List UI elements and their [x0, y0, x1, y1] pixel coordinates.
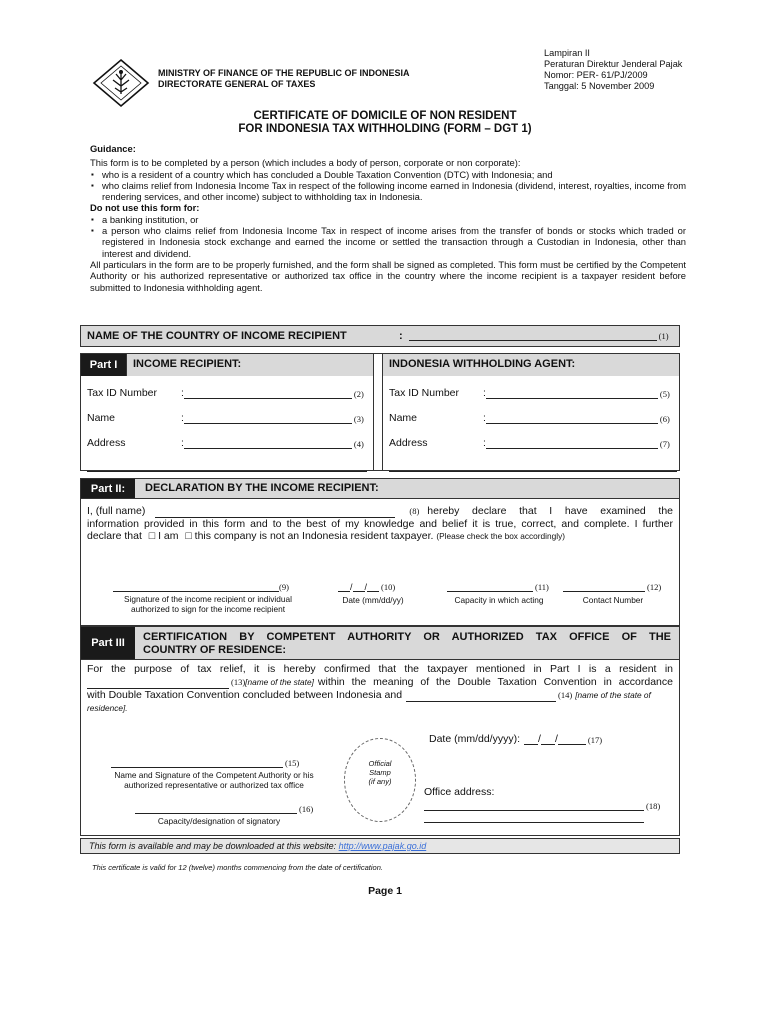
stamp-text: (if any) — [368, 777, 392, 786]
not-use-bullet: ▪ a banking institution, or — [90, 214, 686, 225]
colon: : — [483, 412, 486, 424]
sig-caption: authorized to sign for the income recipient — [130, 604, 286, 614]
part3-tag: Part III — [81, 627, 135, 659]
certify-text: with Double Taxation Convention concluded between Indonesia and — [87, 689, 403, 701]
country-input[interactable] — [409, 331, 657, 341]
field-number: (10) — [381, 582, 396, 592]
guidance-bullet: ▪ who is a resident of a country which has concluded a Double Taxation Convention (DTC) with Indonesia; and — [90, 169, 686, 180]
office-address-label: Office address: — [424, 786, 495, 798]
title-line1: CERTIFICATE OF DOMICILE OF NON RESIDENT — [253, 110, 517, 122]
field-number: (13) — [231, 677, 246, 687]
field-label: Tax ID Number — [389, 387, 460, 399]
date-year-input[interactable] — [364, 582, 379, 592]
residence-state-input[interactable] — [406, 692, 556, 702]
guidance-bullet: ▪ who claims relief from Indonesia Income Tax in respect of the following income earned in Indonesia (dividend, interest, royalties, income from rendering services, and other income) subject to withholding tax in Indonesia. — [90, 180, 686, 203]
office-address-input[interactable] — [424, 803, 644, 811]
agent-address-line2[interactable] — [389, 462, 677, 472]
full-name-input[interactable] — [155, 508, 395, 518]
contact-caption: Contact Number — [582, 595, 644, 605]
form-title — [0, 110, 770, 136]
field-number: (18) — [646, 801, 661, 811]
not-use-bullet: ▪ a person who claims relief from Indonesia Income Tax in respect of income arises from the transfer of bonds or stocks which traded or registered in Indonesia stock exchange and earned the income or settled the transaction through a Custodian in Indonesia, other than interest and dividend. — [90, 225, 686, 259]
slash: / — [554, 733, 558, 745]
annex-block — [544, 48, 682, 92]
field-label: Address — [87, 437, 126, 449]
part1-section — [80, 353, 680, 471]
annex-line: Tanggal: 5 November 2009 — [544, 81, 655, 91]
field-number: (17) — [587, 735, 603, 745]
annex-line: Lampiran II — [544, 48, 590, 58]
page-number: Page 1 — [368, 885, 402, 897]
download-footer — [80, 838, 680, 854]
residence-hint: [name of the state of — [575, 690, 651, 700]
slash: / — [350, 582, 353, 592]
option-label: this company is not an Indonesia resident taxpayer. — [194, 530, 434, 542]
part1-right-title: INDONESIA WITHHOLDING AGENT: — [382, 354, 679, 376]
field-label: Tax ID Number — [87, 387, 158, 399]
title-line2: FOR INDONESIA TAX WITHHOLDING (FORM – DGT 1) — [238, 123, 532, 135]
field-label: Name — [389, 412, 418, 424]
capacity-input[interactable] — [447, 584, 533, 592]
declare-text: hereby declare that I have examined the — [427, 505, 673, 517]
part2-section — [80, 478, 680, 626]
field-number: (5) — [659, 389, 670, 399]
part3-title-line2: COUNTRY OF RESIDENCE: — [143, 644, 287, 656]
cert-date-month-input[interactable] — [524, 735, 538, 745]
field-number: (7) — [659, 439, 670, 449]
capacity-designation-caption: Capacity/designation of signatory — [157, 816, 281, 826]
recipient-tax-id-input[interactable] — [184, 389, 352, 399]
country-label: NAME OF THE COUNTRY OF INCOME RECIPIENT — [87, 330, 347, 342]
part1-left-title: INCOME RECIPIENT: — [127, 354, 374, 376]
recipient-address-row — [87, 435, 373, 449]
country-colon: : — [399, 330, 403, 342]
date-day-input[interactable] — [353, 584, 365, 592]
field-number: (1) — [658, 331, 669, 341]
field-number: (12) — [647, 582, 662, 592]
agent-tax-id-row — [389, 385, 679, 399]
authority-caption: Name and Signature of the Competent Authority or his — [114, 770, 314, 780]
slash: / — [538, 733, 541, 745]
garuda-emblem-icon — [92, 58, 150, 108]
field-number: (9) — [279, 582, 289, 592]
agent-address-row — [389, 435, 679, 449]
ministry-line1: MINISTRY OF FINANCE OF THE REPUBLIC OF INDONESIA — [158, 68, 410, 78]
field-label: Name — [87, 412, 116, 424]
annex-line: Peraturan Direktur Jenderal Pajak — [544, 59, 683, 69]
field-number: (4) — [353, 439, 364, 449]
recipient-address-line2[interactable] — [87, 462, 367, 472]
field-label: Address — [389, 437, 428, 449]
website-link[interactable]: http://www.pajak.go.id — [338, 841, 427, 851]
recipient-name-row — [87, 410, 373, 424]
recipient-name-input[interactable] — [184, 414, 352, 424]
agent-address-input[interactable] — [486, 439, 658, 449]
authority-caption: authorized representative or authorized tax office — [124, 780, 304, 790]
guidance-heading: Guidance: — [90, 143, 136, 154]
authority-signature-input[interactable] — [111, 760, 283, 768]
field-number: (14) — [558, 690, 573, 700]
guidance-intro: This form is to be completed by a person (which includes a body of person, corporate or non corporate): — [90, 157, 521, 169]
annex-line: Nomor: PER- 61/PJ/2009 — [544, 70, 648, 80]
validity-note: This certificate is valid for 12 (twelve) months commencing from the date of certification. — [92, 863, 383, 872]
recipient-tax-id-row — [87, 385, 373, 399]
date-month-input[interactable] — [338, 584, 350, 592]
declare-text: I, (full name) — [87, 505, 146, 517]
stamp-text: Official — [368, 759, 392, 768]
not-use-heading: Do not use this form for: — [90, 202, 200, 214]
declare-text: declare that — [87, 530, 142, 542]
colon: : — [181, 387, 184, 399]
state-input[interactable] — [87, 679, 229, 689]
field-number: (15) — [285, 758, 300, 768]
guidance-closing: All particulars in the form are to be properly furnished, and the form shall be signed as completed. This form must be certified by the Competent Authority or his authorized representative or authorized tax office in the country where the income recipient is a taxpayer resident before submitted to Indonesia withholding agent. — [90, 258, 686, 293]
part3-title-line1: CERTIFICATION BY COMPETENT AUTHORITY OR AUTHORIZED TAX OFFICE OF THE — [143, 631, 671, 643]
official-stamp-area — [344, 738, 416, 822]
slash: / — [364, 582, 368, 592]
field-number: (11) — [535, 582, 549, 592]
cert-date-day-input[interactable] — [541, 735, 555, 745]
stamp-text: Stamp — [369, 768, 391, 777]
field-number: (6) — [659, 414, 670, 424]
field-number: (3) — [353, 414, 364, 424]
country-row — [80, 325, 680, 347]
agent-name-row — [389, 410, 679, 424]
company-checkbox[interactable]: □ — [185, 530, 192, 542]
agent-name-input[interactable] — [486, 414, 658, 424]
office-address-line2[interactable] — [424, 811, 644, 823]
cert-date-label: Date (mm/dd/yyyy): — [429, 733, 521, 745]
colon: : — [181, 437, 184, 449]
cert-date-year-input[interactable] — [558, 735, 586, 745]
date-caption: Date (mm/dd/yy) — [342, 595, 404, 605]
i-am-checkbox[interactable]: □ — [148, 530, 156, 542]
field-number: (8) — [409, 506, 420, 516]
field-number: (2) — [353, 389, 364, 399]
state-hint: [name of the state] — [245, 677, 314, 687]
colon: : — [483, 437, 486, 449]
recipient-address-input[interactable] — [184, 439, 352, 449]
part2-title: DECLARATION BY THE INCOME RECIPIENT: — [135, 479, 679, 498]
ministry-line2: DIRECTORATE GENERAL OF TAXES — [158, 79, 316, 89]
certify-text: For the purpose of tax relief, it is hereby confirmed that the taxpayer mentioned in Part I is a resident in — [87, 663, 673, 675]
part2-tag: Part II: — [81, 479, 135, 498]
colon: : — [181, 412, 184, 424]
contact-number-input[interactable] — [563, 584, 645, 592]
field-number: (16) — [299, 804, 314, 814]
capacity-caption: Capacity in which acting — [454, 595, 544, 605]
footer-text: This form is available and may be downloaded at this website: — [89, 841, 337, 851]
part1-tag: Part I — [81, 354, 127, 376]
declare-text: information provided in this form and to the best of my knowledge and belief it is true, correct, and complete. I further — [87, 517, 673, 530]
ministry-heading — [158, 68, 410, 90]
check-note: (Please check the box accordingly) — [436, 531, 565, 541]
colon: : — [483, 387, 486, 399]
certify-text: within the meaning of the Double Taxation Convention in accordance — [317, 676, 673, 688]
agent-tax-id-input[interactable] — [486, 389, 658, 399]
guidance-section — [90, 143, 686, 293]
recipient-signature-input[interactable] — [113, 584, 279, 592]
sig-caption: Signature of the income recipient or individual — [124, 594, 292, 604]
residence-hint: residence]. — [87, 703, 128, 713]
option-label: I am — [158, 530, 179, 542]
capacity-designation-input[interactable] — [135, 806, 297, 814]
